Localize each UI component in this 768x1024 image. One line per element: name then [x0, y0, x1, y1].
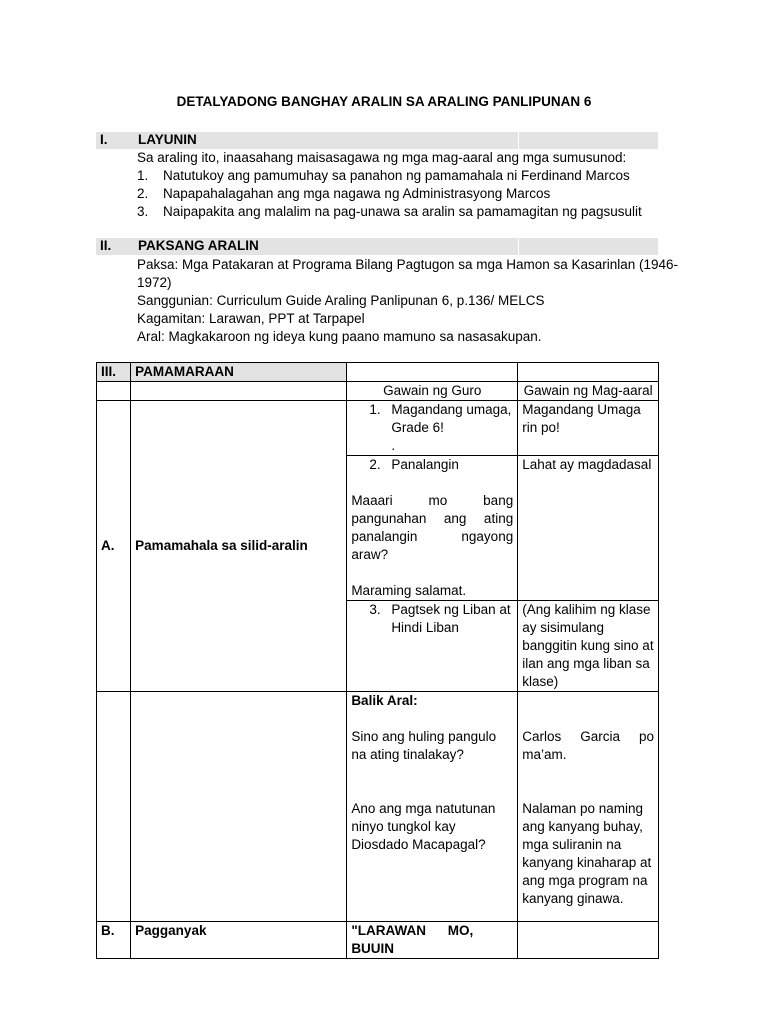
magaaral-cell: Lahat ay magdadasal	[518, 456, 659, 601]
item-number: 1.	[137, 168, 149, 183]
aral-line: Aral: Magkakaroon ng ideya kung paano mamuno sa nasasakupan.	[137, 329, 542, 344]
section-number: II.	[100, 238, 112, 253]
column-header-row	[97, 382, 659, 401]
section-number: III.	[97, 363, 131, 382]
guro-cell	[347, 692, 518, 922]
layunin-item	[137, 203, 642, 221]
magaaral-cell: (Ang kalihim ng klase ay sisimulang banggitin kung sino at ilan ang mga liban sa klase)	[518, 601, 659, 692]
table-row	[97, 692, 659, 922]
table-header-row	[97, 363, 659, 382]
document-title: DETALYADONG BANGHAY ARALIN SA ARALING PANLIPUNAN 6	[176, 94, 592, 109]
step-number: 1.	[369, 402, 381, 417]
step-number: 2.	[369, 457, 381, 472]
row-letter: A.	[97, 401, 131, 692]
magaaral-cell	[518, 692, 659, 922]
balik-aral-title: Balik Aral:	[351, 693, 418, 708]
step-text: Magandang umaga, Grade 6!	[391, 402, 512, 435]
section-title: PAMAMARAAN	[131, 363, 347, 382]
item-text: Naipapakita ang malalim na pag-unawa sa aralin sa pamamagitan ng pagsusulit	[163, 204, 642, 219]
section-number: I.	[100, 132, 108, 147]
section-layunin-header	[96, 132, 658, 149]
pagganyak-activity: "LARAWAN MO, BUUIN	[347, 922, 518, 959]
table-row	[97, 922, 659, 959]
guro-cell	[347, 401, 518, 456]
paksa-line: 1972)	[137, 275, 172, 290]
kagamitan-line: Kagamitan: Larawan, PPT at Tarpapel	[137, 311, 365, 326]
item-number: 2.	[137, 186, 149, 201]
step-text: Panalangin	[391, 457, 459, 472]
row-letter: B.	[97, 922, 131, 959]
sanggunian-line: Sanggunian: Curriculum Guide Araling Panlipunan 6, p.136/ MELCS	[137, 293, 545, 308]
paksa-line: Paksa: Mga Patakaran at Programa Bilang Pagtugon sa mga Hamon sa Kasarinlan (1946-	[137, 257, 679, 272]
table-row	[97, 401, 659, 456]
section-title: LAYUNIN	[138, 132, 197, 147]
row-label: Pamamahala sa silid-aralin	[131, 401, 347, 692]
step-detail: Maraming salamat.	[351, 583, 467, 598]
guro-cell	[347, 456, 518, 601]
item-text: Natutukoy ang pamumuhay sa panahon ng pamamahala ni Ferdinand Marcos	[163, 168, 630, 183]
balik-aral-answer: Nalaman po naming ang kanyang buhay, mga suliranin na kanyang kinaharap at ang mga program na kanyang ginawa.	[522, 801, 652, 906]
section-paksa-header	[96, 238, 658, 255]
step-text: Pagtsek ng Liban at Hindi Liban	[391, 602, 511, 635]
step-number: 3.	[369, 602, 381, 617]
layunin-item	[137, 185, 550, 203]
layunin-intro: Sa araling ito, inaasahang maisasagawa ng mga mag-aaral ang mga sumusunod:	[137, 150, 627, 165]
item-text: Napapahalagahan ang mga nagawa ng Administrasyong Marcos	[163, 186, 551, 201]
row-label: Pagganyak	[131, 922, 347, 959]
step-dot: .	[391, 438, 396, 453]
balik-aral-question: Sino ang huling pangulo na ating tinalakay?	[351, 729, 497, 762]
layunin-item	[137, 167, 630, 185]
item-number: 3.	[137, 204, 149, 219]
gawain-magaaral-header: Gawain ng Mag-aaral	[518, 382, 659, 401]
balik-aral-question: Ano ang mga natutunan ninyo tungkol kay Diosdado Macapagal?	[351, 801, 496, 852]
guro-cell	[347, 601, 518, 692]
pamamaraan-table	[96, 362, 659, 959]
balik-aral-answer: Carlos Garcia po ma’am.	[522, 729, 654, 762]
section-title: PAKSANG ARALIN	[138, 238, 259, 253]
magaaral-cell: Magandang Umaga rin po!	[518, 401, 659, 456]
step-detail: Maaari mo bang pangunahan ang ating panalangin ngayong araw?	[351, 493, 514, 562]
gawain-guro-header: Gawain ng Guro	[347, 382, 518, 401]
